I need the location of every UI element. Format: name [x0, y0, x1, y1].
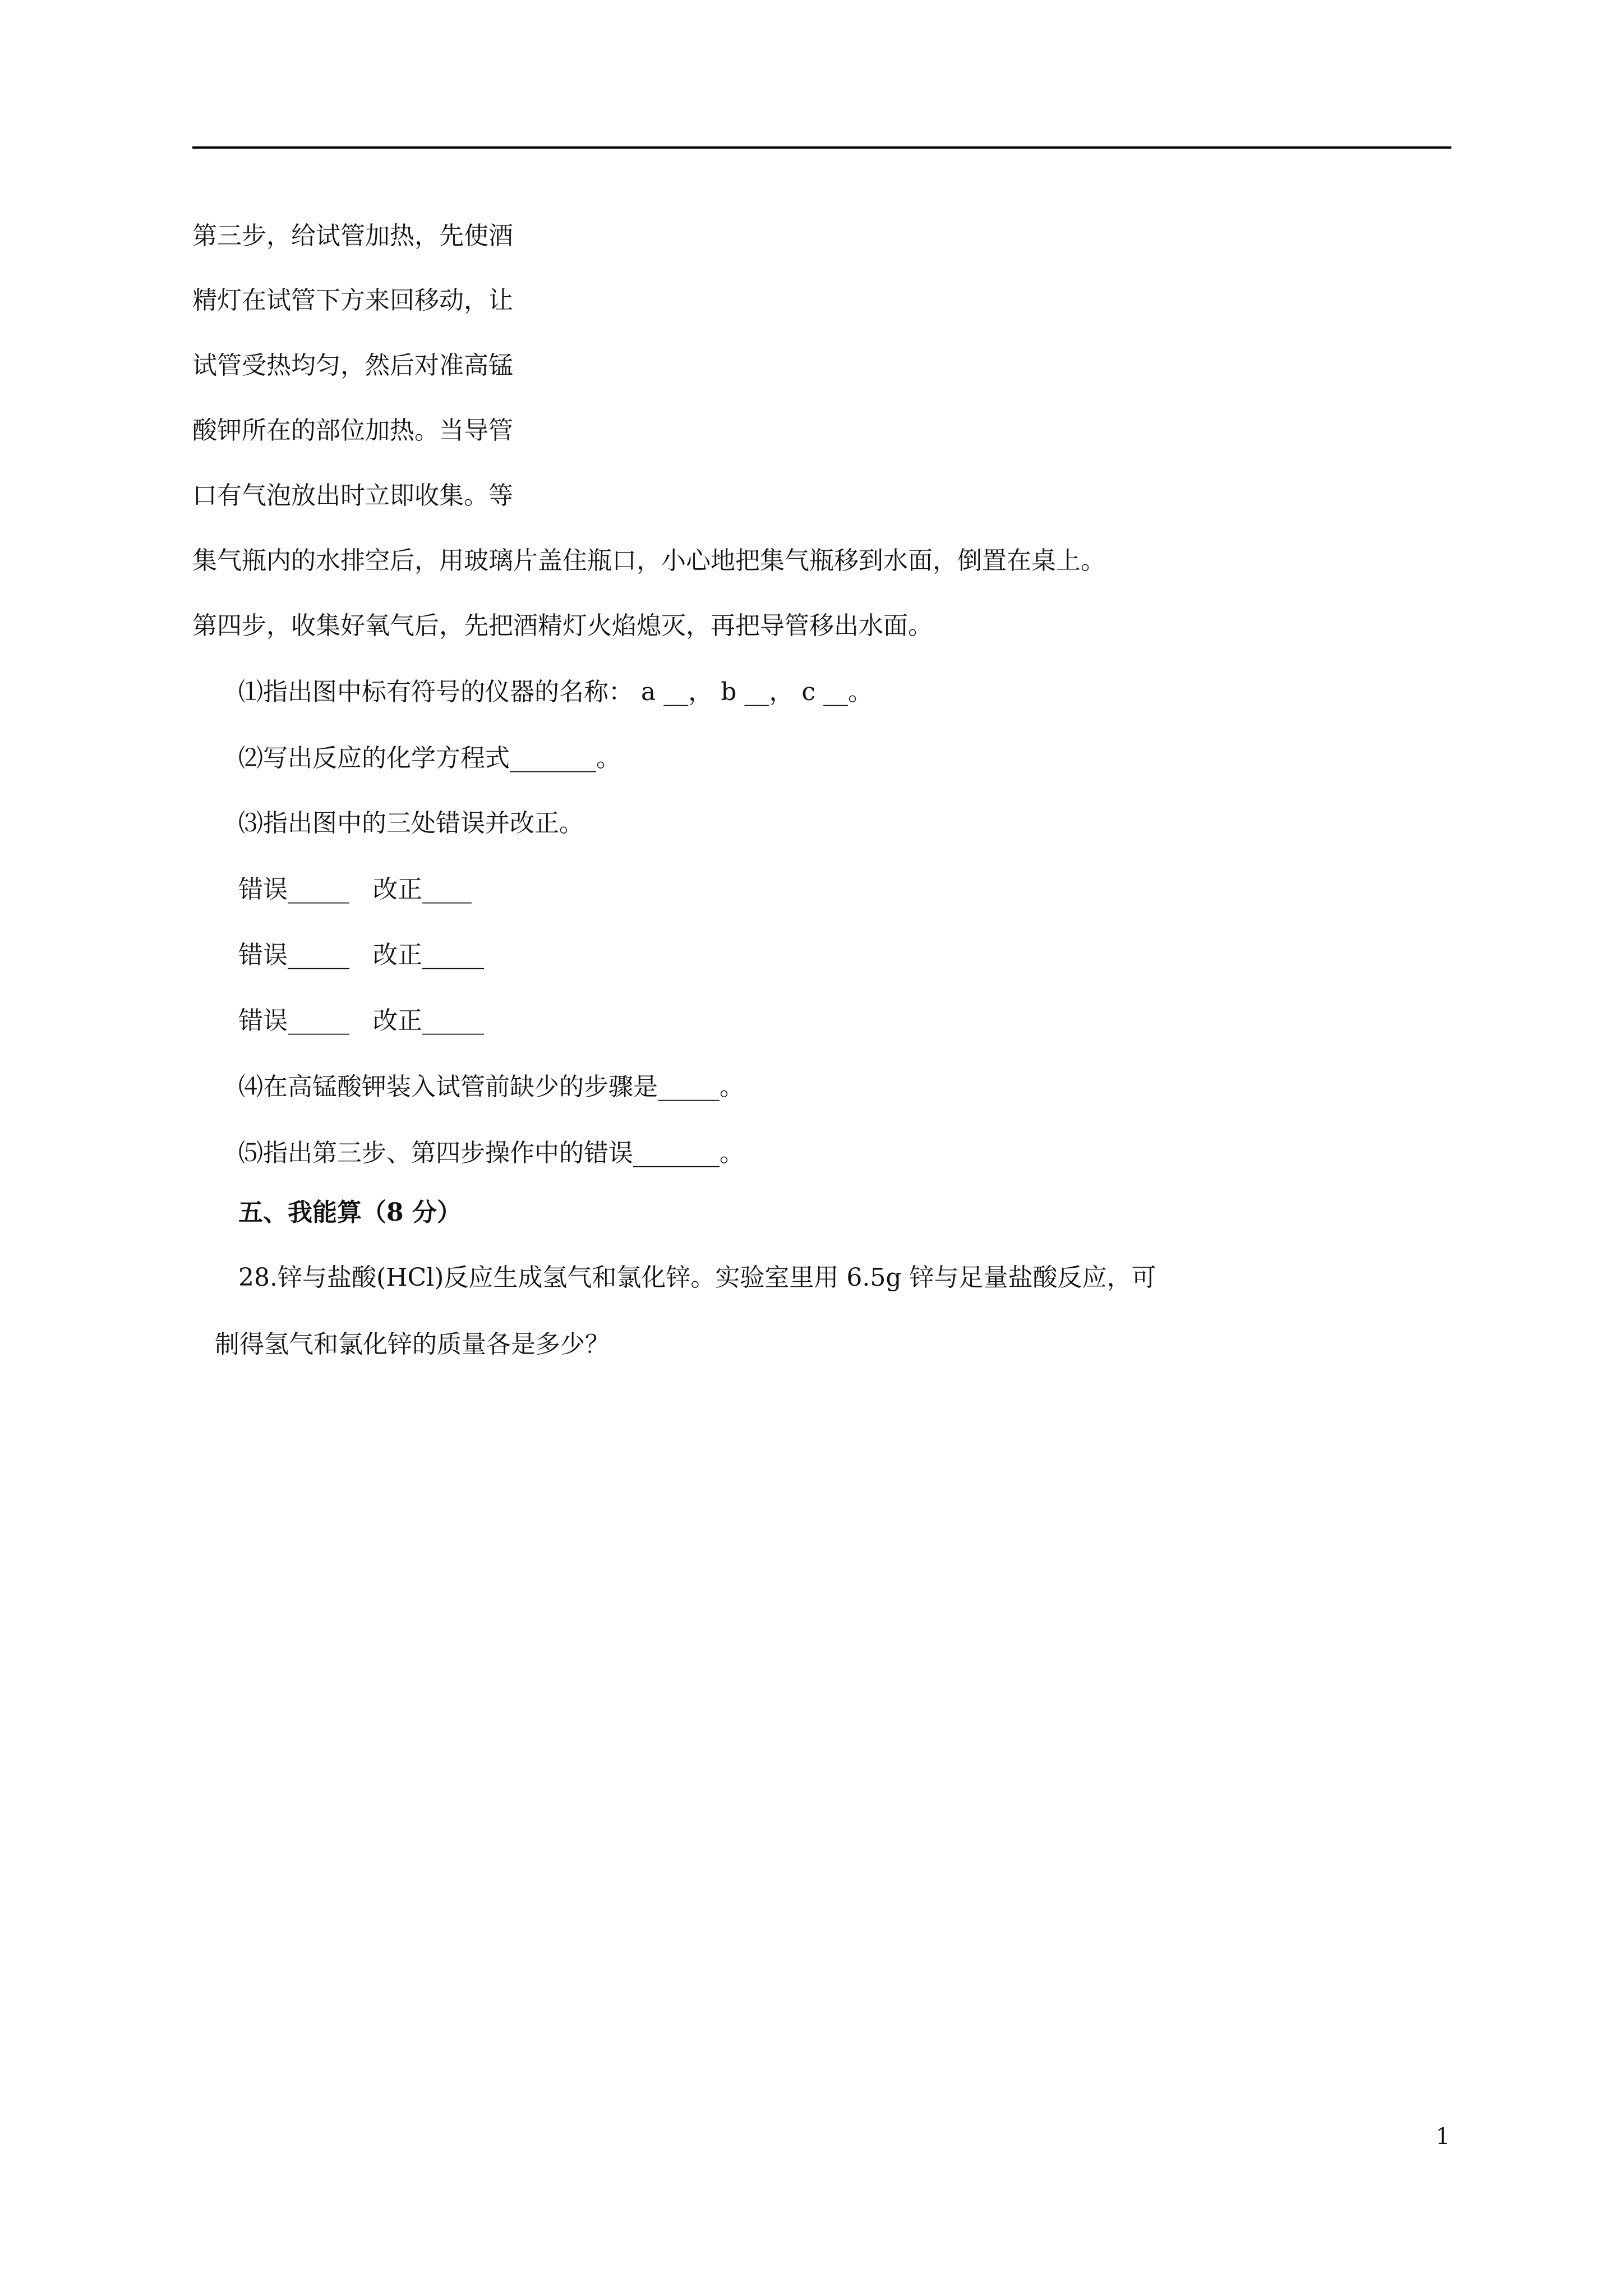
question-2: ⑵写出反应的化学方程式_______。: [238, 744, 621, 772]
step4-line: 第四步，收集好氧气后，先把酒精灯火焰熄灭，再把导管移出水面。: [192, 611, 933, 640]
step3-line-2: 精灯在试管下方来回移动，让: [192, 286, 513, 315]
step3-line-3: 试管受热均匀，然后对准高锰: [192, 351, 513, 380]
question-5: ⑸指出第三步、第四步操作中的错误_______。: [238, 1139, 744, 1167]
step3-line-5: 口有气泡放出时立即收集。等: [192, 481, 513, 510]
step3-line-6: 集气瓶内的水排空后，用玻璃片盖住瓶口，小心地把集气瓶移到水面，倒置在桌上。: [192, 546, 1105, 575]
step3-line-1: 第三步，给试管加热，先使酒: [192, 222, 513, 250]
problem-28-line-1: 28.锌与盐酸(HCl)反应生成氢气和氯化锌。实验室里用 6.5g 锌与足量盐酸反应，可: [238, 1263, 1156, 1292]
step3-line-4: 酸钾所在的部位加热。当导管: [192, 416, 513, 445]
error-row-1: 错误_____ 改正____: [238, 875, 472, 904]
question-3: ⑶指出图中的三处错误并改正。: [238, 809, 584, 838]
problem-28-line-2: 制得氢气和氯化锌的质量各是多少？: [215, 1330, 610, 1359]
page-number: 1: [1436, 2124, 1450, 2150]
header-rule: [192, 146, 1451, 149]
error-row-3: 错误_____ 改正_____: [238, 1006, 484, 1035]
section-heading: 五、我能算（8 分）: [238, 1198, 462, 1227]
error-row-2: 错误_____ 改正_____: [238, 941, 484, 969]
question-1: ⑴指出图中标有符号的仪器的名称： a __， b __， c __。: [238, 678, 873, 706]
question-4: ⑷在高锰酸钾装入试管前缺少的步骤是_____。: [238, 1073, 744, 1101]
